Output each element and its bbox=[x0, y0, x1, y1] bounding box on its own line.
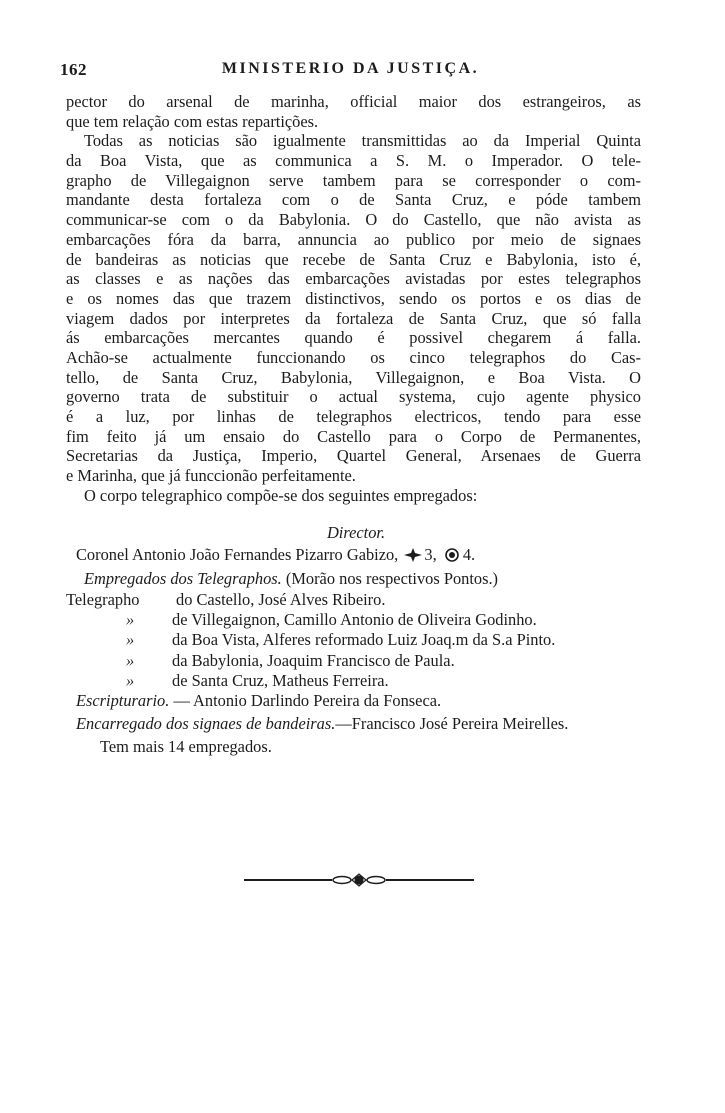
text-line: mandante desta fortaleza com o de Santa Cruz, e póde tambem bbox=[66, 190, 641, 210]
director-name: Coronel Antonio João Fernandes Pizarro Gabizo, bbox=[76, 545, 399, 564]
text-line: é a luz, por linhas de telegraphos electricos, tendo para esse bbox=[66, 407, 641, 426]
text-line: de bandeiras as noticias que recebe de Santa Cruz e Babylonia, isto é, bbox=[66, 249, 641, 269]
text-line: ás embarcações mercantes quando é possivel chegarem á falla. bbox=[66, 328, 641, 348]
order-cross-icon bbox=[404, 548, 422, 562]
ornament-rule-icon bbox=[244, 873, 474, 887]
text-line: viagem dados por interpretes da fortaleza de Santa Cruz, que só falla bbox=[66, 308, 641, 328]
order-number-b: 4. bbox=[462, 545, 476, 564]
station-entry: de Santa Cruz, Matheus Ferreira. bbox=[172, 670, 389, 690]
director-heading: Director. bbox=[326, 523, 386, 542]
text-line: e os nomes das que trazem distinctivos, sendo os portos e os dias de bbox=[66, 288, 641, 308]
text-line: Achão-se actualmente funccionando os cinco telegraphos do Cas- bbox=[66, 347, 641, 367]
employees-heading: Empregados dos Telegraphos. bbox=[84, 569, 282, 588]
text-line: communicar-se com o da Babylonia. O do Castello, que não avista as bbox=[66, 210, 641, 230]
telegraph-label: Telegrapho bbox=[66, 590, 140, 609]
employees-note: (Morão nos respectivos Pontos.) bbox=[285, 569, 499, 588]
signals-name: —Francisco José Pereira Meirelles. bbox=[335, 713, 569, 733]
ditto-mark: » bbox=[126, 630, 135, 650]
station-entry: de Villegaignon, Camillo Antonio de Oliveira Godinho. bbox=[172, 610, 537, 630]
text-line: tello, de Santa Cruz, Babylonia, Villegaignon, e Boa Vista. O bbox=[66, 367, 641, 387]
clerk-name: — Antonio Darlindo Pereira da Fonseca. bbox=[173, 690, 442, 710]
station-entry: da Boa Vista, Alferes reformado Luiz Joaq.m da S.a Pinto. bbox=[172, 630, 556, 650]
running-head: MINISTERIO DA JUSTIÇA. bbox=[221, 60, 480, 77]
text-line: grapho de Villegaignon serve tambem para se corresponder o com- bbox=[66, 170, 641, 190]
station-row bbox=[66, 610, 646, 630]
text-line: embarcações fóra da barra, annuncia ao publico por meio de signaes bbox=[66, 229, 641, 249]
body-text bbox=[66, 92, 641, 505]
text-line: O corpo telegraphico compõe-se dos seguintes empregados: bbox=[84, 485, 478, 505]
signals-entry bbox=[66, 714, 646, 737]
text-line: e Marinha, que já funccionão perfeitamente. bbox=[66, 466, 356, 486]
text-line: pector do arsenal de marinha, official maior dos estrangeiros, as bbox=[66, 92, 641, 111]
station-entry: da Babylonia, Joaquim Francisco de Paula. bbox=[172, 650, 455, 670]
text-line: Secretarias da Justiça, Imperio, Quartel General, Arsenaes de Guerra bbox=[66, 446, 641, 466]
ditto-mark: » bbox=[126, 650, 135, 670]
station-row bbox=[66, 651, 646, 671]
clerk-title: Escripturario. bbox=[76, 690, 170, 710]
text-line: da Boa Vista, que as communica a S. M. o Imperador. O tele- bbox=[66, 151, 641, 171]
extra-employees: Tem mais 14 empregados. bbox=[100, 736, 272, 756]
staff-list bbox=[66, 523, 646, 759]
order-number-a: 3, bbox=[424, 545, 437, 564]
order-rose-icon bbox=[443, 548, 461, 562]
director-entry bbox=[66, 545, 646, 569]
text-line: fim feito já um ensaio do Castello para o Corpo de Permanentes, bbox=[66, 426, 641, 446]
station-row bbox=[66, 630, 646, 650]
text-line: as classes e as nações das embarcações avistadas por estes telegraphos bbox=[66, 269, 641, 289]
page-header bbox=[58, 60, 643, 82]
text-line: governo trata de substituir o actual systema, cujo agente physico bbox=[66, 387, 641, 407]
text-line: que tem relação com estas repartições. bbox=[66, 111, 319, 131]
ditto-mark: » bbox=[126, 610, 135, 630]
page-number: 162 bbox=[60, 60, 87, 79]
employees-heading-line bbox=[66, 569, 646, 590]
station-row bbox=[66, 590, 646, 610]
station-entry: do Castello, José Alves Ribeiro. bbox=[176, 590, 386, 609]
text-line: Todas as noticias são igualmente transmittidas ao da Imperial Quinta bbox=[84, 131, 641, 151]
ditto-mark: » bbox=[126, 670, 135, 690]
station-row bbox=[66, 671, 646, 691]
clerk-entry bbox=[66, 691, 646, 714]
signals-title: Encarregado dos signaes de bandeiras. bbox=[76, 713, 336, 733]
